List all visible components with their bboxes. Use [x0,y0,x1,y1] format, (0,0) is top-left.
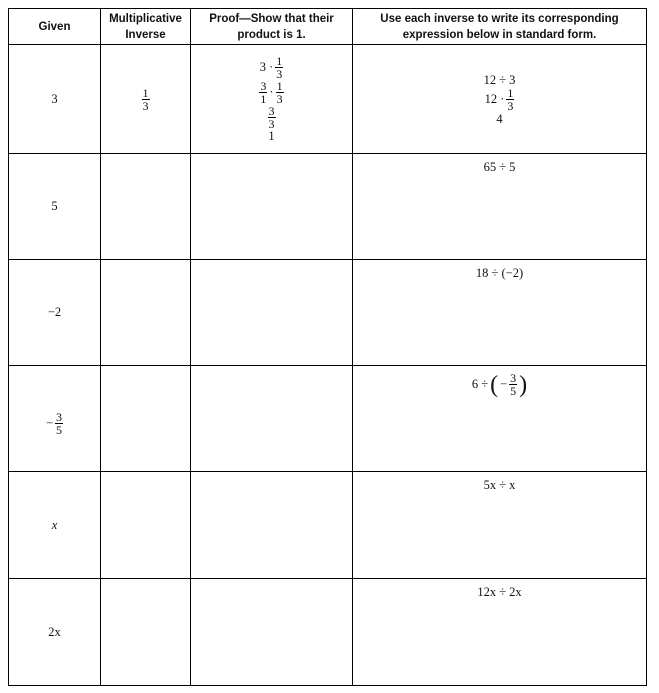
denominator: 3 [276,92,283,106]
numerator: 1 [276,79,283,93]
given-cell [9,366,101,472]
fraction [55,411,63,436]
expression-result: 4 [496,111,503,126]
proof-input-cell[interactable] [191,472,353,579]
table-row [9,472,647,579]
expression-cell[interactable]: 6 ÷ ( − $\frac{3}{5}$ ) [353,366,647,472]
fraction [142,87,150,112]
fraction [509,372,517,397]
denominator: 1 [260,92,267,106]
expression-text: 12 ÷ 3 [483,72,516,87]
denominator: 5 [56,423,63,437]
given-cell: 3 [9,45,101,154]
expression-cell[interactable]: 5x ÷ x [353,472,647,579]
given-text: x [51,517,58,532]
expression-cell[interactable]: 12x ÷ 2x [353,579,647,686]
dot: · [269,85,274,99]
header-given: Given [9,9,101,45]
fraction [268,105,276,130]
given-cell [9,472,101,579]
header-inverse: Multiplicative Inverse [101,9,191,45]
given-cell: −2 [9,260,101,366]
table-row [9,579,647,686]
denominator: 5 [510,384,517,398]
given-cell: 5 [9,154,101,260]
numerator: 3 [260,79,267,93]
denominator: 3 [142,98,149,113]
denominator: 3 [276,67,283,81]
inverse-input-cell[interactable] [101,366,191,472]
table-row [9,154,647,260]
numerator: 1 [142,85,149,100]
proof-input-cell[interactable] [191,260,353,366]
proof-input-cell[interactable] [191,366,353,472]
table-row [9,45,647,154]
minus-sign: − [500,377,508,391]
fraction [506,87,514,112]
numerator: 3 [510,371,517,385]
proof-input-cell[interactable] [191,154,353,260]
inverse-input-cell[interactable] [101,579,191,686]
inverse-input-cell[interactable] [101,472,191,579]
numerator: 1 [507,85,514,100]
inverse-worksheet-table [8,8,647,686]
numerator: 3 [56,410,63,424]
inverse-cell [101,45,191,154]
numerator: 3 [268,104,275,118]
denominator: 3 [268,117,275,131]
expression-cell[interactable]: 65 ÷ 5 [353,154,647,260]
inverse-input-cell[interactable] [101,154,191,260]
table-row [9,260,647,366]
proof-result: 1 [268,129,275,143]
expression-text: 6 ÷ [471,377,489,391]
header-expression: Use each inverse to write its corresponding expression below in standard form. [353,9,647,45]
inverse-input-cell[interactable] [101,260,191,366]
fraction [276,80,284,105]
minus-sign: − [45,416,54,430]
denominator: 3 [507,98,514,113]
expression-text: 12 · [484,92,505,106]
proof-input-cell[interactable] [191,579,353,686]
table-row [9,366,647,472]
expression-cell[interactable]: 18 ÷ (−2) [353,260,647,366]
expression-cell [353,45,647,154]
fraction [275,55,283,80]
fraction [259,80,267,105]
header-proof: Proof—Show that their product is 1. [191,9,353,45]
proof-cell [191,45,353,154]
numerator: 1 [276,54,283,68]
proof-text: 3 · [259,60,274,74]
given-cell: 2x [9,579,101,686]
